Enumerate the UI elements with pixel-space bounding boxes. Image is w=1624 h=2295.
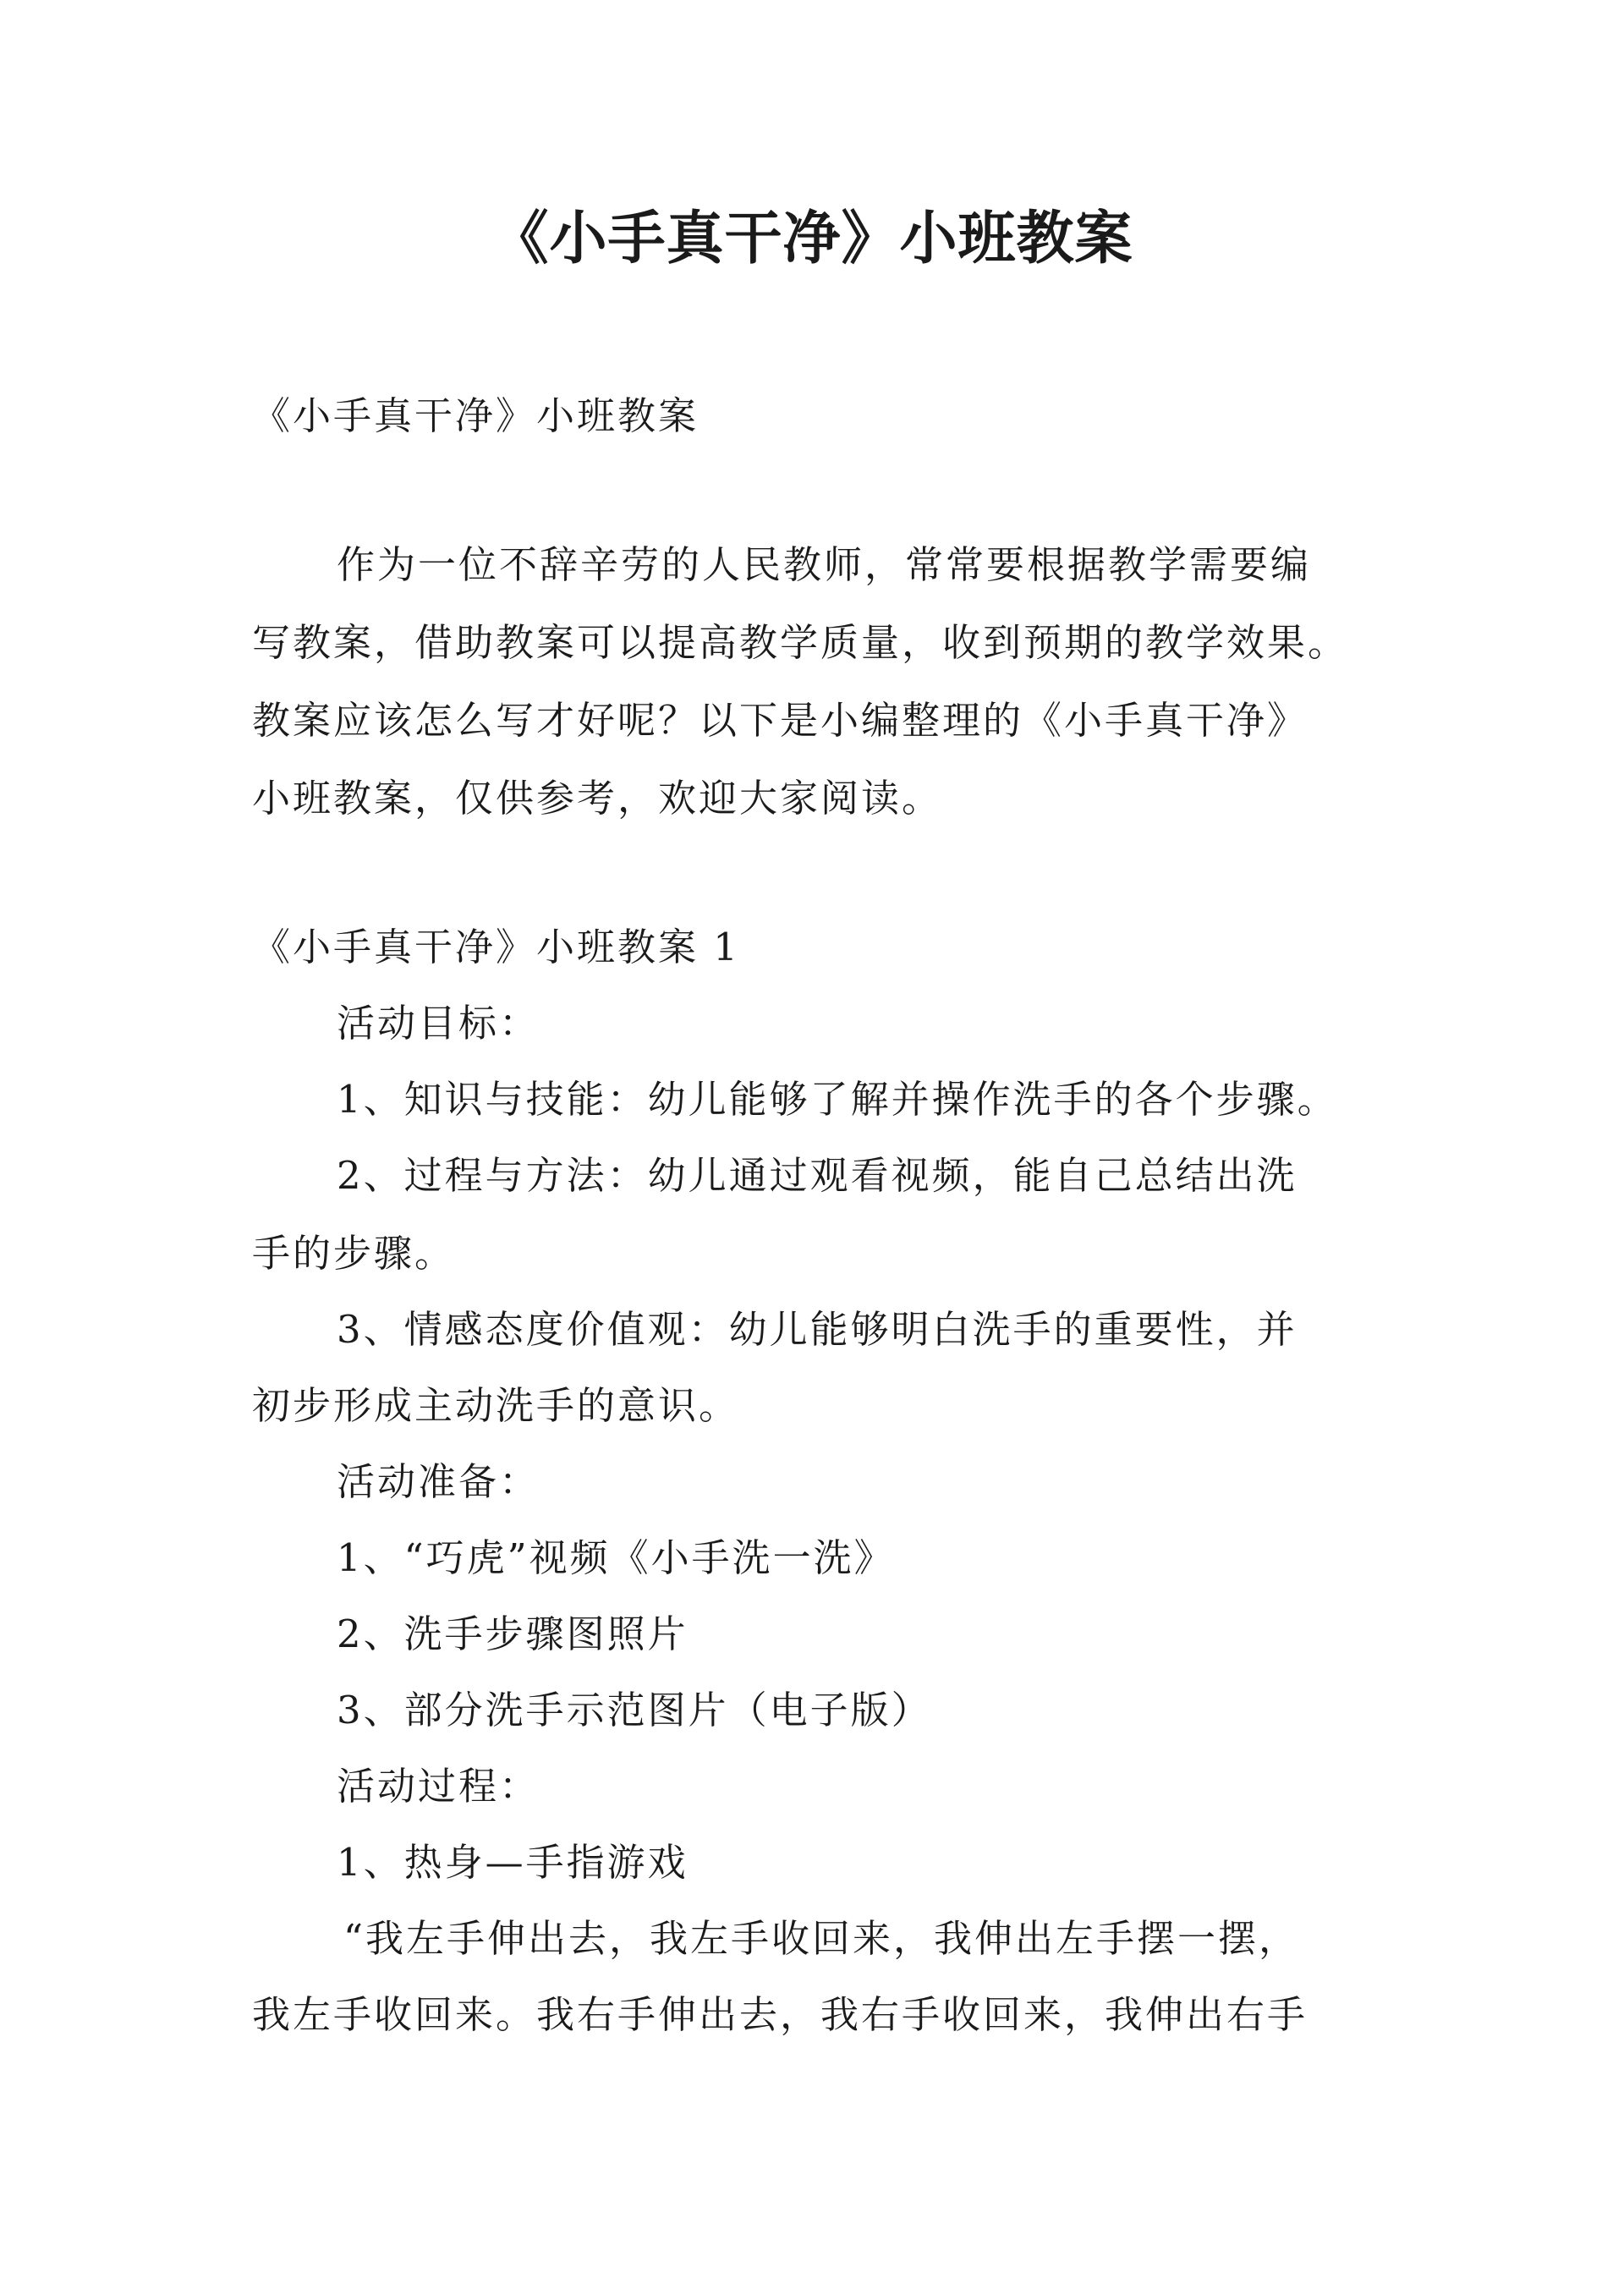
prep-item-2: 2、洗手步骤图照片 [337,1611,689,1656]
goal-2-line-1: 2、过程与方法：幼儿通过观看视频，能自己总结出洗 [337,1153,1298,1198]
goal-3-line-1: 3、情感态度价值观：幼儿能够明白洗手的重要性，并 [337,1307,1298,1352]
document-subtitle: 《小手真干净》小班教案 [252,393,700,438]
goal-2-line-2: 手的步骤。 [252,1231,456,1276]
goal-3-line-2: 初步形成主动洗手的意识。 [252,1383,740,1428]
prep-item-1: 1、“巧虎”视频《小手洗一洗》 [337,1535,895,1580]
song-line-1: “我左手伸出去，我左手收回来，我伸出左手摆一摆， [343,1916,1300,1961]
song-line-2: 我左手收回来。我右手伸出去，我右手收回来，我伸出右手 [252,1992,1309,2037]
prep-item-3: 3、部分洗手示范图片（电子版） [337,1688,932,1732]
goal-1: 1、知识与技能：幼儿能够了解并操作洗手的各个步骤。 [337,1077,1338,1122]
prep-heading: 活动准备： [337,1459,540,1504]
process-step-1: 1、热身—手指游戏 [337,1840,689,1885]
section-heading: 《小手真干净》小班教案 1 [252,925,740,969]
intro-line-1: 作为一位不辞辛劳的人民教师，常常要根据教学需要编 [337,542,1312,587]
intro-line-2: 写教案，借助教案可以提高教学质量，收到预期的教学效果。 [252,620,1349,665]
intro-line-4: 小班教案，仅供参考，欢迎大家阅读。 [252,776,943,821]
intro-line-3: 教案应该怎么写才好呢？以下是小编整理的《小手真干净》 [252,698,1309,743]
goals-heading: 活动目标： [337,1001,540,1046]
process-heading: 活动过程： [337,1764,540,1809]
document-title: 《小手真干净》小班教案 [491,206,1133,272]
